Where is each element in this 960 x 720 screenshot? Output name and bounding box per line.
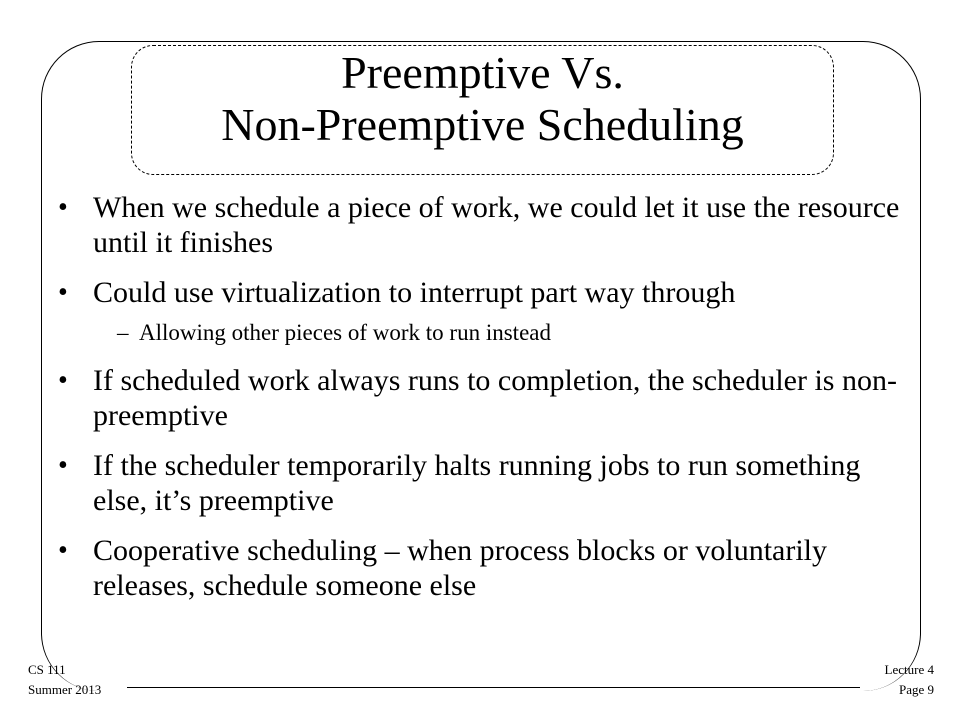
bullet-item xyxy=(58,533,908,603)
footer-left xyxy=(28,660,101,700)
title-line-1: Preemptive Vs. xyxy=(341,47,624,98)
bullet-marker: • xyxy=(58,277,68,308)
footer-lecture: Lecture 4 xyxy=(884,662,934,677)
sub-bullet-text: Allowing other pieces of work to run instead xyxy=(139,320,551,345)
bullet-text: When we schedule a piece of work, we could let it use the resource until it finishes xyxy=(93,191,900,259)
footer-right xyxy=(885,660,934,700)
slide-title xyxy=(131,45,834,175)
bullet-marker: • xyxy=(58,450,68,481)
bullet-item xyxy=(58,363,908,433)
bullet-item xyxy=(58,448,908,518)
bullet-text: If scheduled work always runs to completion, the scheduler is non-preemptive xyxy=(93,364,897,432)
bullet-marker: • xyxy=(58,192,68,223)
footer-page: Page 9 xyxy=(898,682,934,697)
sub-bullet-item xyxy=(58,319,908,347)
footer-course: CS 111 xyxy=(28,662,66,677)
slide-body xyxy=(58,190,908,618)
bullet-text: Could use virtualization to interrupt part way through xyxy=(93,276,736,309)
bullet-item xyxy=(58,190,908,260)
footer-divider xyxy=(127,687,860,688)
bullet-marker: • xyxy=(58,365,68,396)
bullet-marker: • xyxy=(58,535,68,566)
bullet-text: If the scheduler temporarily halts running jobs to run something else, it’s preemptive xyxy=(93,449,861,517)
bullet-item xyxy=(58,275,908,310)
footer-term: Summer 2013 xyxy=(28,682,102,697)
bullet-text: Cooperative scheduling – when process blocks or voluntarily releases, schedule someone else xyxy=(93,534,828,602)
dash-marker: – xyxy=(117,320,129,345)
title-line-2: Non-Preemptive Scheduling xyxy=(221,99,744,150)
